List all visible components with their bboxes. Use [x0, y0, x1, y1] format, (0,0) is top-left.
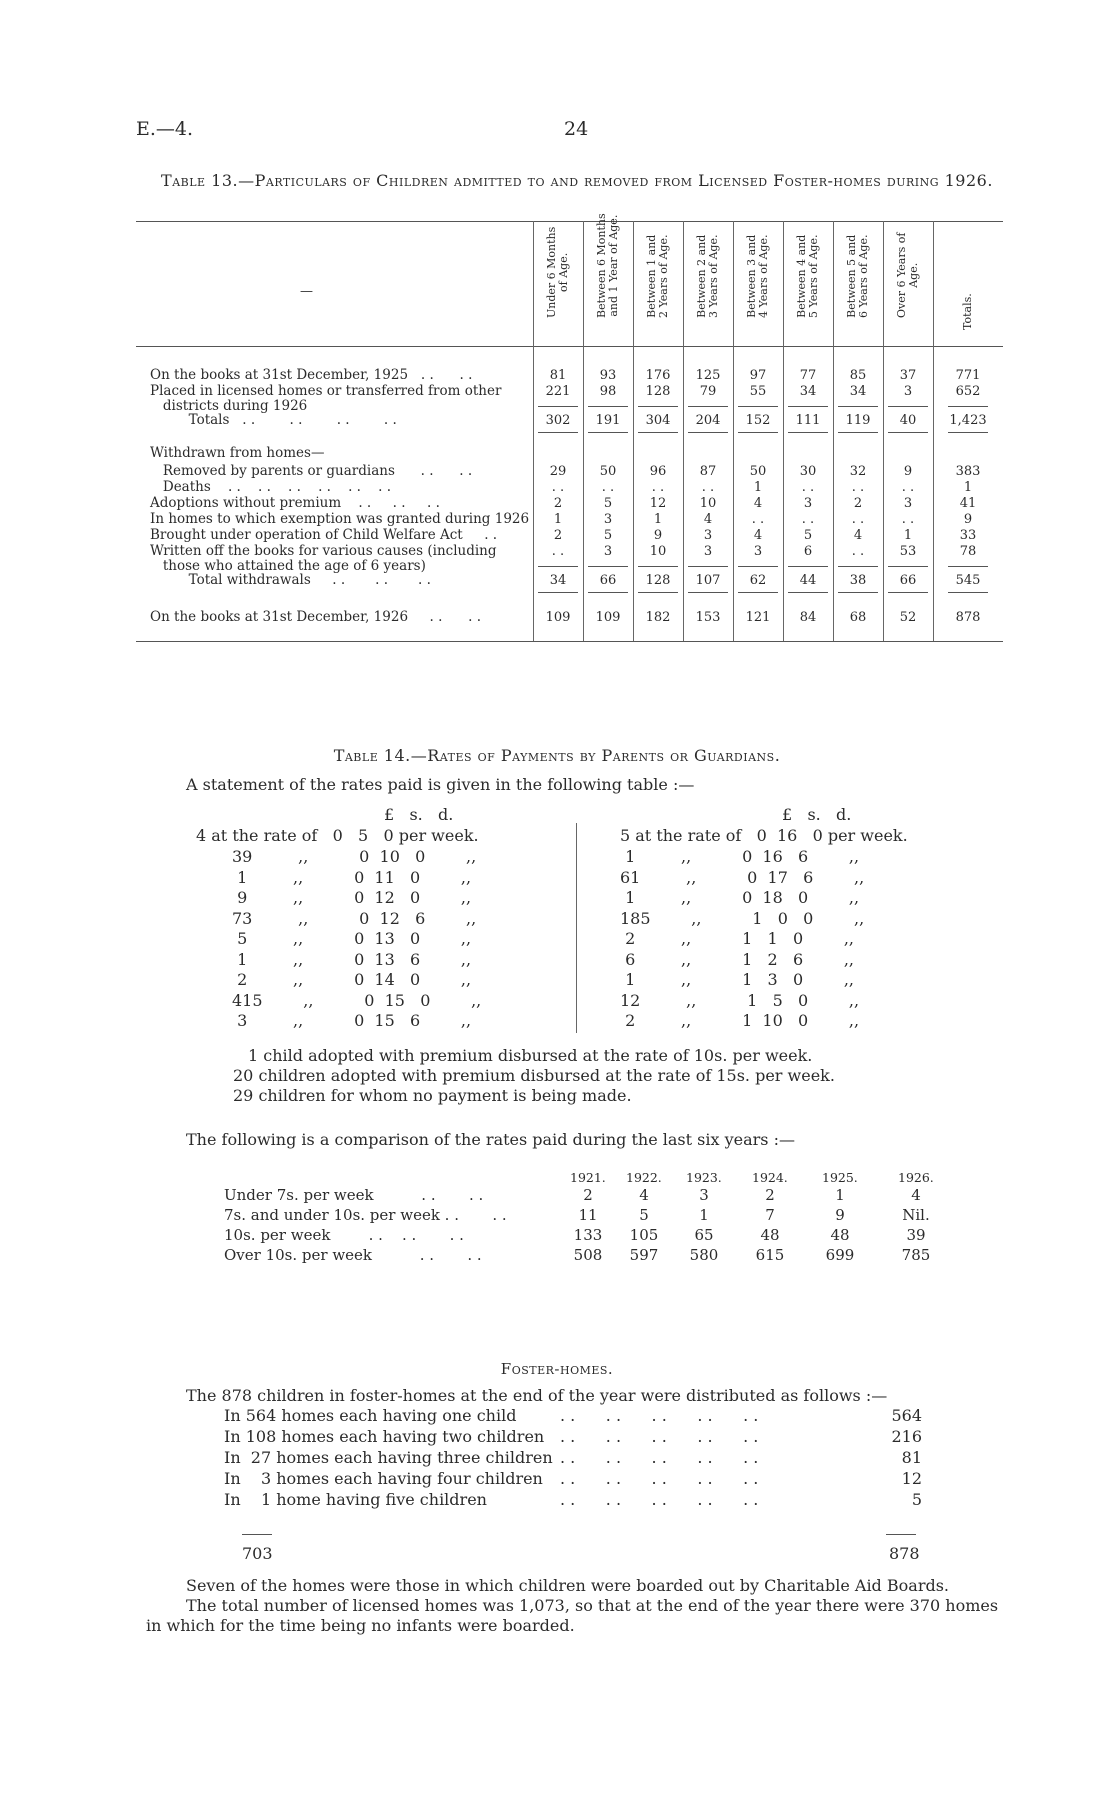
rate-left-first: 4 at the rate of 0 5 0 per week.	[196, 826, 479, 845]
year-header: 1922.	[626, 1170, 662, 1185]
rate-row: 2 ,, 1 10 0 ,,	[620, 1011, 860, 1030]
column-header	[794, 226, 822, 342]
column-header-text: Between 6 Months and 1 Year of Age.	[595, 213, 620, 318]
year-header: 1926.	[898, 1170, 934, 1185]
column-header	[954, 226, 982, 342]
foster-row-value: 81	[901, 1448, 922, 1467]
rate-row: 9 ,, 0 12 0 ,,	[232, 888, 472, 907]
table-cell: 29	[549, 464, 567, 479]
comparison-cell: 39	[906, 1226, 926, 1244]
table-cell: 1	[553, 512, 563, 527]
table-cell: 1	[753, 480, 763, 495]
table-cell: . .	[701, 480, 715, 495]
table-cell: 5	[803, 528, 813, 543]
currency-header-left: £ s. d.	[384, 805, 454, 824]
comparison-cell: 2	[583, 1186, 593, 1204]
row-label: Total withdrawals . . . . . .	[150, 572, 431, 588]
year-header: 1925.	[822, 1170, 858, 1185]
column-header	[744, 226, 772, 342]
table-cell: 121	[745, 610, 771, 625]
table-cell: 52	[899, 610, 917, 625]
table-cell: 1	[903, 528, 913, 543]
column-header	[544, 226, 572, 342]
table-cell: 2	[853, 496, 863, 511]
table-cell: 41	[959, 496, 977, 511]
table-cell: 40	[899, 413, 917, 428]
table-cell: . .	[901, 480, 915, 495]
table-cell: 34	[849, 384, 867, 399]
table-cell: 10	[649, 544, 667, 559]
table-cell: 9	[963, 512, 973, 527]
total-rule	[738, 592, 778, 593]
subtotal-rule	[688, 406, 728, 407]
table-cell: 44	[799, 573, 817, 588]
subtotal-rule	[538, 566, 578, 567]
total-rule	[888, 592, 928, 593]
foster-row-leader: . . . . . . . . . .	[560, 1490, 759, 1509]
table-cell: 119	[845, 413, 871, 428]
total-rule	[538, 432, 578, 433]
rate-row: 2 ,, 1 1 0 ,,	[620, 929, 854, 948]
foster-row-value: 216	[891, 1427, 922, 1446]
foster-homes-para1: Seven of the homes were those in which children were boarded out by Charitable Aid Boards.	[186, 1576, 949, 1595]
total-rule	[688, 592, 728, 593]
foster-row-value: 564	[891, 1406, 922, 1425]
total-rule-right	[886, 1534, 916, 1535]
table-cell: 383	[955, 464, 981, 479]
table-cell: 2	[553, 496, 563, 511]
table13-corner: —	[300, 284, 313, 299]
table-cell: . .	[601, 480, 615, 495]
table14-intro: A statement of the rates paid is given in the following table :—	[186, 775, 695, 794]
rate-row: 1 ,, 1 3 0 ,,	[620, 970, 854, 989]
rate-row: 2 ,, 0 14 0 ,,	[232, 970, 472, 989]
rate-row: 61 ,, 0 17 6 ,,	[620, 867, 865, 887]
table-cell: 37	[899, 368, 917, 383]
total-rule	[788, 592, 828, 593]
comparison-cell: 48	[760, 1226, 780, 1244]
table-cell: 6	[803, 544, 813, 559]
foster-homes-para2b: in which for the time being no infants were boarded.	[146, 1616, 575, 1635]
table-cell: . .	[801, 480, 815, 495]
table14-title: Table 14.—Rates of Payments by Parents or Guardians.	[333, 746, 781, 765]
comparison-cell: 785	[901, 1246, 931, 1264]
table-cell: 9	[653, 528, 663, 543]
comparison-cell: Nil.	[902, 1206, 930, 1224]
table-cell: 128	[645, 573, 671, 588]
total-homes: 703	[242, 1544, 273, 1563]
rate-row: 73 ,, 0 12 6 ,,	[232, 908, 477, 928]
comparison-cell: 9	[835, 1206, 845, 1224]
table-cell: 85	[849, 368, 867, 383]
rate-row: 1 ,, 0 13 6 ,,	[232, 949, 472, 969]
foster-homes-intro: The 878 children in foster-homes at the end of the year were distributed as follows :—	[186, 1386, 888, 1405]
table-cell: 3	[703, 528, 713, 543]
table-cell: 78	[959, 544, 977, 559]
foster-row-label: In 108 homes each having two children	[224, 1427, 545, 1446]
table-cell: 10	[699, 496, 717, 511]
table-cell: 3	[703, 544, 713, 559]
table-cell: . .	[851, 480, 865, 495]
foster-row-value: 5	[911, 1490, 922, 1509]
column-header	[594, 213, 622, 342]
table-cell: 111	[795, 413, 821, 428]
subtotal-rule	[888, 566, 928, 567]
table-cell: 3	[753, 544, 763, 559]
subtotal-rule	[948, 566, 988, 567]
table-cell: 153	[695, 610, 721, 625]
total-rule	[838, 592, 878, 593]
page-number: 24	[564, 118, 589, 140]
table-cell: 33	[959, 528, 977, 543]
table-cell: 4	[753, 528, 763, 543]
table-cell: 12	[649, 496, 667, 511]
row-label: Adoptions without premium . . . . . .	[150, 495, 440, 511]
comparison-cell: 4	[911, 1186, 921, 1204]
comparison-cell: 1	[699, 1206, 709, 1224]
table-cell: 878	[955, 610, 981, 625]
table-cell: 34	[549, 573, 567, 588]
comparison-cell: 5	[639, 1206, 649, 1224]
comparison-cell: 2	[765, 1186, 775, 1204]
total-rule	[638, 432, 678, 433]
foster-row-leader: . . . . . . . . . .	[560, 1427, 759, 1446]
table-cell: 32	[849, 464, 867, 479]
rate-row: 185 ,, 1 0 0 ,,	[620, 908, 865, 928]
table-cell: 1	[963, 480, 973, 495]
row-label: On the books at 31st December, 1926 . . . .	[150, 609, 481, 625]
table-cell: 98	[599, 384, 617, 399]
column-header	[694, 226, 722, 342]
total-rule	[588, 432, 628, 433]
total-rule	[948, 432, 988, 433]
comparison-cell: 48	[830, 1226, 850, 1244]
row-label: Written off the books for various causes (including those who attained the age of 6 years)	[150, 543, 497, 574]
table-cell: 652	[955, 384, 981, 399]
total-rule	[738, 432, 778, 433]
subtotal-rule	[738, 566, 778, 567]
table-cell: . .	[751, 512, 765, 527]
table-cell: 152	[745, 413, 771, 428]
table-cell: 5	[603, 496, 613, 511]
comparison-row-label: 7s. and under 10s. per week . . . .	[224, 1206, 507, 1224]
row-label: Placed in licensed homes or transferred from other districts during 1926	[150, 383, 502, 414]
comparison-cell: 4	[639, 1186, 649, 1204]
table-cell: 66	[899, 573, 917, 588]
total-rule	[838, 432, 878, 433]
table-cell: 545	[955, 573, 981, 588]
total-rule	[788, 432, 828, 433]
comparison-row-label: 10s. per week . . . . . .	[224, 1226, 464, 1244]
comparison-cell: 7	[765, 1206, 775, 1224]
table-cell: 4	[703, 512, 713, 527]
total-rule	[588, 592, 628, 593]
comparison-cell: 11	[578, 1206, 598, 1224]
table-cell: 191	[595, 413, 621, 428]
total-rule	[888, 432, 928, 433]
foster-row-leader: . . . . . . . . . .	[560, 1448, 759, 1467]
table-cell: 2	[553, 528, 563, 543]
subtotal-rule	[638, 566, 678, 567]
table-cell: 5	[603, 528, 613, 543]
payment-note: 1 child adopted with premium disbursed at the rate of 10s. per week.	[248, 1046, 813, 1065]
rate-row: 3 ,, 0 15 6 ,,	[232, 1011, 472, 1030]
total-rule	[688, 432, 728, 433]
comparison-row-label: Under 7s. per week . . . .	[224, 1186, 484, 1204]
table13-top-rule	[136, 221, 1003, 222]
foster-row-label: In 564 homes each having one child	[224, 1406, 517, 1425]
table-cell: 1	[653, 512, 663, 527]
rate-row: 5 ,, 0 13 0 ,,	[232, 929, 472, 948]
subtotal-rule	[838, 566, 878, 567]
table-cell: 30	[799, 464, 817, 479]
table-cell: 182	[645, 610, 671, 625]
row-label: Deaths . . . . . . . . . . . .	[150, 479, 392, 495]
table-cell: 97	[749, 368, 767, 383]
column-header-text: Between 3 and 4 Years of Age.	[745, 234, 770, 318]
table-cell: 3	[903, 496, 913, 511]
table-cell: . .	[901, 512, 915, 527]
column-header-text: Between 1 and 2 Years of Age.	[645, 234, 670, 318]
rates-divider	[576, 823, 577, 1033]
subtotal-rule	[838, 406, 878, 407]
foster-homes-para2a: The total number of licensed homes was 1,073, so that at the end of the year there were 370 homes	[186, 1596, 999, 1615]
payment-note: 20 children adopted with premium disbursed at the rate of 15s. per week.	[233, 1066, 835, 1085]
table-cell: 221	[545, 384, 571, 399]
table-cell: 66	[599, 573, 617, 588]
foster-row-label: In 3 homes each having four children	[224, 1469, 543, 1488]
table-cell: 771	[955, 368, 981, 383]
table-cell: 38	[849, 573, 867, 588]
table-cell: 62	[749, 573, 767, 588]
total-rule	[538, 592, 578, 593]
row-label: Withdrawn from homes—	[150, 445, 325, 461]
comparison-cell: 597	[629, 1246, 659, 1264]
foster-row-leader: . . . . . . . . . .	[560, 1469, 759, 1488]
year-header: 1923.	[686, 1170, 722, 1185]
table-cell: 87	[699, 464, 717, 479]
column-header-text: Totals.	[961, 293, 974, 330]
rate-row: 1 ,, 0 18 0 ,,	[620, 888, 860, 907]
table-cell: . .	[651, 480, 665, 495]
foster-row-leader: . . . . . . . . . .	[560, 1406, 759, 1425]
table13-header-rule	[136, 346, 1003, 347]
row-label: On the books at 31st December, 1925 . . . .	[150, 367, 473, 383]
table-cell: 84	[799, 610, 817, 625]
payment-note: 29 children for whom no payment is being made.	[233, 1086, 632, 1105]
table-cell: 128	[645, 384, 671, 399]
subtotal-rule	[538, 406, 578, 407]
row-label: In homes to which exemption was granted during 1926	[150, 511, 530, 527]
subtotal-rule	[788, 566, 828, 567]
total-rule	[638, 592, 678, 593]
table-cell: 109	[595, 610, 621, 625]
rate-right-first: 5 at the rate of 0 16 0 per week.	[620, 826, 908, 845]
subtotal-rule	[738, 406, 778, 407]
table-cell: 4	[753, 496, 763, 511]
row-label: Removed by parents or guardians . . . .	[150, 463, 473, 479]
rate-row: 1 ,, 0 16 6 ,,	[620, 847, 860, 866]
subtotal-rule	[948, 406, 988, 407]
table-cell: 53	[899, 544, 917, 559]
row-label: Brought under operation of Child Welfare Act . .	[150, 527, 498, 543]
subtotal-rule	[888, 406, 928, 407]
comparison-intro: The following is a comparison of the rates paid during the last six years :—	[186, 1130, 795, 1149]
table-cell: 3	[603, 544, 613, 559]
table-cell: 93	[599, 368, 617, 383]
comparison-cell: 1	[835, 1186, 845, 1204]
comparison-cell: 508	[573, 1246, 603, 1264]
table-cell: 79	[699, 384, 717, 399]
column-header-text: Between 5 and 6 Years of Age.	[845, 234, 870, 318]
table-cell: 1,423	[949, 413, 987, 428]
comparison-cell: 580	[689, 1246, 719, 1264]
subtotal-rule	[788, 406, 828, 407]
table-cell: . .	[851, 544, 865, 559]
table-cell: 125	[695, 368, 721, 383]
table13-title: Table 13.—Particulars of Children admitted to and removed from Licensed Foster-homes during 1926.	[161, 171, 993, 190]
rate-row: 1 ,, 0 11 0 ,,	[232, 867, 472, 887]
foster-row-label: In 27 homes each having three children	[224, 1448, 553, 1467]
table-cell: 304	[645, 413, 671, 428]
table-cell: 4	[853, 528, 863, 543]
table-cell: . .	[801, 512, 815, 527]
comparison-row-label: Over 10s. per week . . . .	[224, 1246, 482, 1264]
currency-header-right: £ s. d.	[782, 805, 852, 824]
table-cell: 3	[903, 384, 913, 399]
table-cell: 81	[549, 368, 567, 383]
comparison-cell: 3	[699, 1186, 709, 1204]
foster-row-label: In 1 home having five children	[224, 1490, 487, 1509]
table13-bottom-rule	[136, 641, 1003, 642]
foster-homes-heading: Foster-homes.	[500, 1360, 614, 1378]
table-cell: 96	[649, 464, 667, 479]
subtotal-rule	[588, 406, 628, 407]
column-header-text: Between 2 and 3 Years of Age.	[695, 234, 720, 318]
year-header: 1924.	[752, 1170, 788, 1185]
rate-row: 39 ,, 0 10 0 ,,	[232, 847, 477, 866]
foster-row-value: 12	[901, 1469, 922, 1488]
comparison-cell: 699	[825, 1246, 855, 1264]
subtotal-rule	[688, 566, 728, 567]
table-cell: 302	[545, 413, 571, 428]
table-cell: . .	[551, 544, 565, 559]
total-rule-left	[242, 1534, 272, 1535]
total-children: 878	[889, 1544, 920, 1563]
subtotal-rule	[638, 406, 678, 407]
table-cell: 77	[799, 368, 817, 383]
comparison-cell: 105	[629, 1226, 659, 1244]
column-header-text: Over 6 Years of Age.	[895, 232, 920, 318]
total-rule	[948, 592, 988, 593]
rate-row: 12 ,, 1 5 0 ,,	[620, 990, 860, 1010]
table13-column-divider	[933, 221, 934, 641]
comparison-cell: 133	[573, 1226, 603, 1244]
column-header	[894, 226, 922, 342]
table-cell: 68	[849, 610, 867, 625]
table-cell: 50	[599, 464, 617, 479]
column-header-text: Between 4 and 5 Years of Age.	[795, 234, 820, 318]
comparison-cell: 65	[694, 1226, 714, 1244]
table-cell: 50	[749, 464, 767, 479]
table-cell: 176	[645, 368, 671, 383]
table-cell: 55	[749, 384, 767, 399]
subtotal-rule	[588, 566, 628, 567]
rate-row: 6 ,, 1 2 6 ,,	[620, 949, 854, 969]
comparison-cell: 615	[755, 1246, 785, 1264]
rate-row: 415 ,, 0 15 0 ,,	[232, 990, 482, 1010]
table-cell: 204	[695, 413, 721, 428]
column-header	[644, 226, 672, 342]
document-reference: E.—4.	[136, 118, 194, 140]
table-cell: 3	[803, 496, 813, 511]
column-header	[844, 226, 872, 342]
table-cell: 3	[603, 512, 613, 527]
column-header-text: Under 6 Months of Age.	[545, 226, 570, 318]
table-cell: . .	[551, 480, 565, 495]
table-cell: 109	[545, 610, 571, 625]
row-label: Totals . . . . . . . .	[150, 412, 397, 428]
table-cell: 34	[799, 384, 817, 399]
year-header: 1921.	[570, 1170, 606, 1185]
table-cell: . .	[851, 512, 865, 527]
table-cell: 9	[903, 464, 913, 479]
table-cell: 107	[695, 573, 721, 588]
